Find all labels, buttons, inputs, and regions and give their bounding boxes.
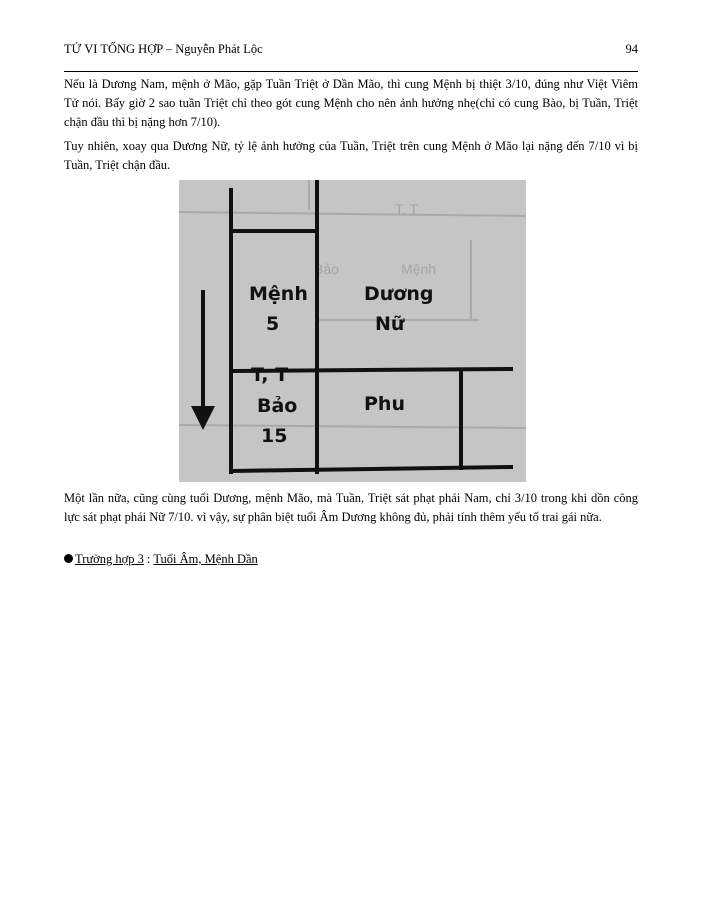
label-duong: Dương — [364, 283, 434, 305]
label-phu: Phu — [364, 393, 405, 415]
paragraph-1: Nếu là Dương Nam, mệnh ở Mão, gặp Tuần Triệt ở Dần Mão, thì cung Mệnh bị thiệt 3/10, đúng như Việt Viêm Tử nói. Bấy giờ 2 sao tuần Triệt chỉ theo gót cung Mệnh cho nên ảnh hưởng nhẹ(chỉ có cung Bào, bị Tuần, Triệt chận đầu thì bị nặng hơn 7/10). — [64, 77, 638, 129]
bullet-icon — [64, 554, 73, 563]
label-menh-number: 5 — [266, 313, 280, 335]
label-menh: Mệnh — [249, 283, 308, 305]
page-number: 94 — [625, 42, 638, 56]
case-label: Trường hợp 3 — [75, 552, 144, 566]
header-rule — [64, 71, 638, 72]
label-bao: Bảo — [257, 395, 298, 417]
header-title: TỬ VI TỔNG HỢP – Nguyễn Phát Lộc — [64, 42, 263, 56]
case-heading — [64, 552, 258, 567]
case-separator: : — [143, 552, 154, 566]
label-bao-number: 15 — [261, 425, 288, 447]
ghost-text-tt: T, T — [395, 201, 419, 217]
case-title: Tuổi Âm, Mệnh Dần — [153, 552, 258, 566]
paragraph-3: Một lần nữa, cũng cùng tuổi Dương, mệnh Mão, mà Tuần, Triệt sát phạt phái Nam, chỉ 3/10 trong khi dồn công lực sát phạt phái Nữ 7/10. vì vậy, sự phân biệt tuổi Âm Dương không đủ, phải tính thêm yếu tố trai gái nữa. — [64, 491, 638, 524]
page-header — [64, 42, 638, 60]
paragraph-2: Tuy nhiên, xoay qua Dương Nữ, tỷ lệ ảnh hưởng của Tuần, Triệt trên cung Mệnh ở Mão lại nặng đến 7/10 vì bị Tuần, Triệt chận đầu. — [64, 139, 638, 172]
scanned-chart-figure — [179, 180, 526, 482]
ghost-text-menh: Mệnh — [401, 261, 437, 277]
label-nu: Nữ — [375, 313, 405, 335]
label-tuan-triet: T, T — [251, 364, 289, 386]
ghost-text-bao: Bảo — [314, 261, 339, 277]
